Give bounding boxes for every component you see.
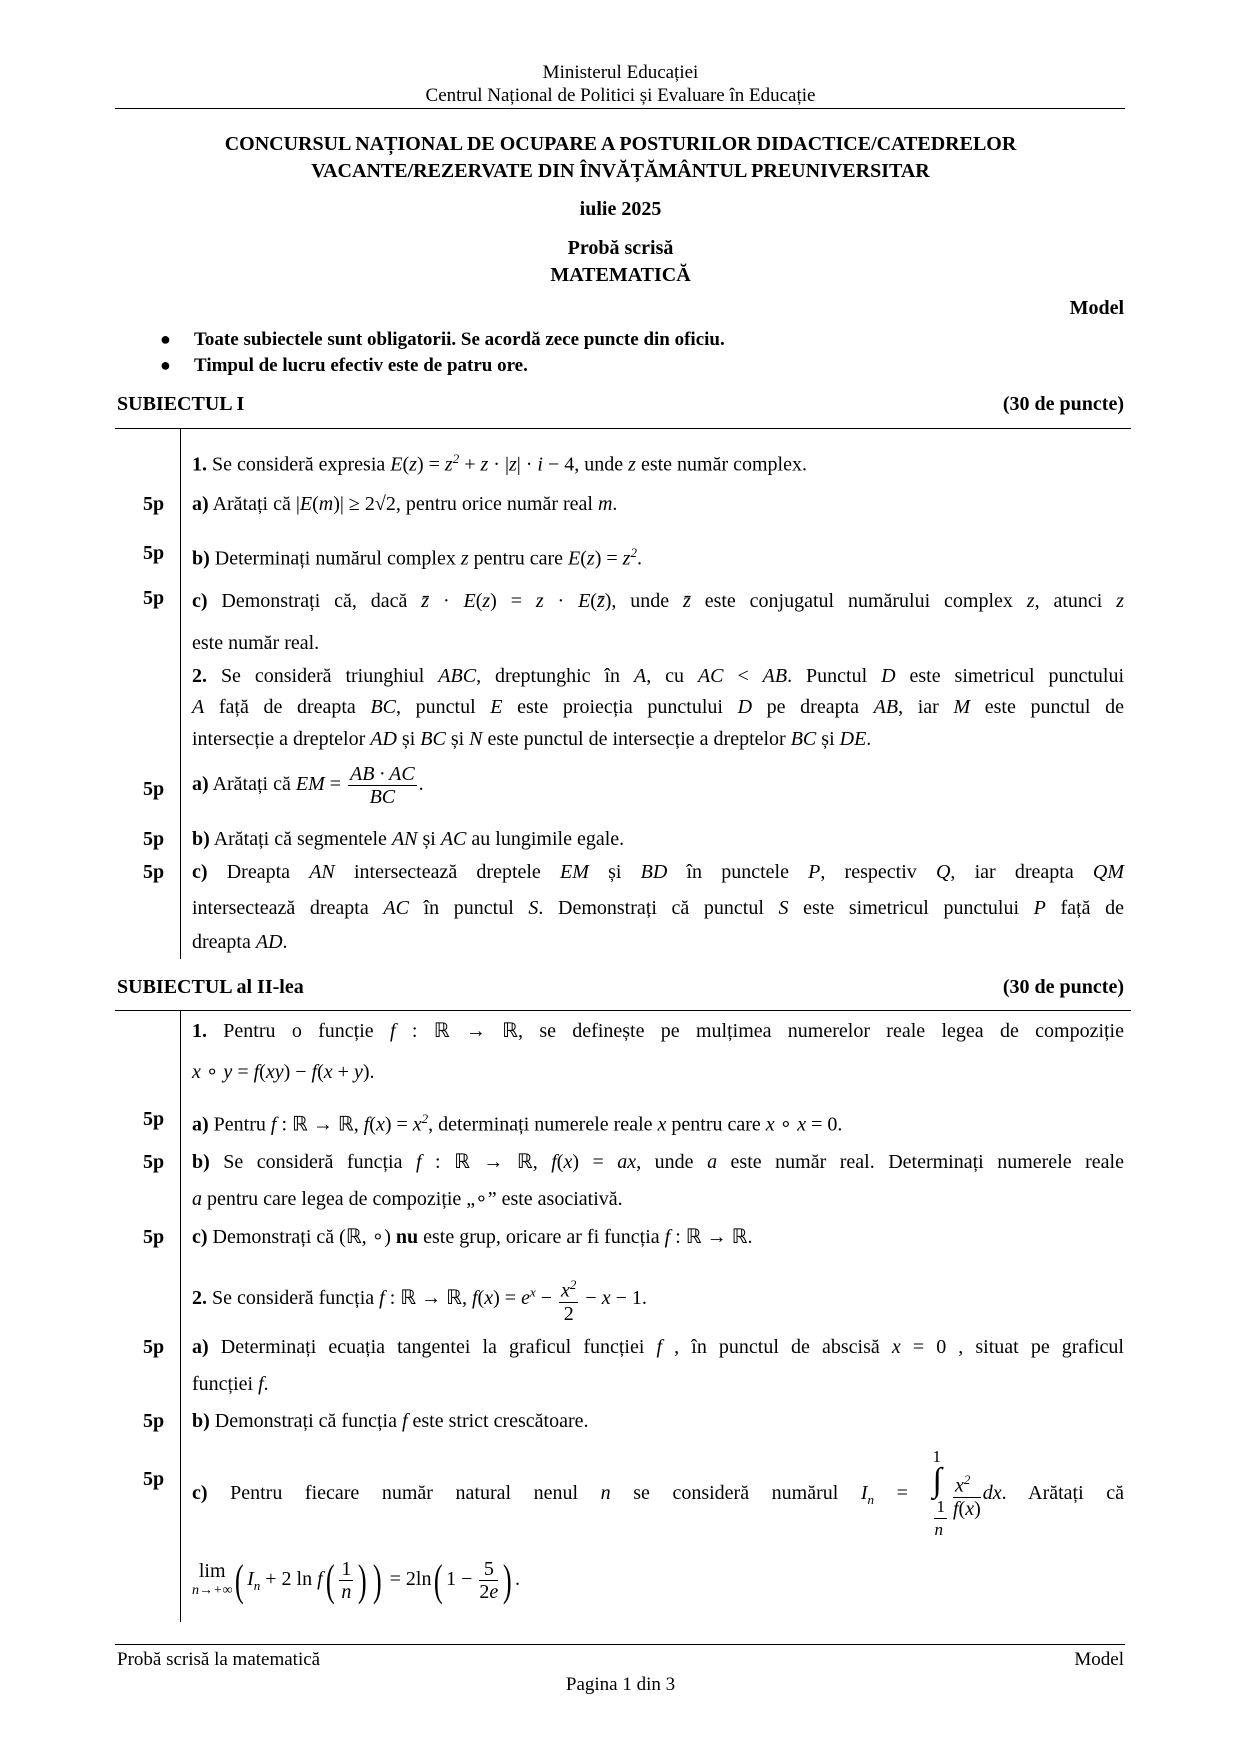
fraction [934, 1496, 947, 1541]
math-symbol: z̄ [683, 590, 691, 612]
math-symbol: I [860, 1482, 868, 1505]
problem-2-1c: c) Demonstrați că (ℝ, ∘) nu este grup, oricare ar fi funcția f : ℝ → ℝ. [192, 1226, 753, 1248]
bold-text: a) [192, 493, 209, 515]
problem-2-1b: b) Se consideră funcția f : ℝ → ℝ, f(x) = ax, unde a este număr real. Determinați numerele reale [192, 1151, 1124, 1173]
math-symbol: z [1026, 590, 1035, 612]
math-symbol: BD [640, 861, 668, 883]
fraction-denominator [348, 786, 417, 808]
math-symbol: x [765, 1113, 775, 1136]
section-1-title: SUBIECTUL I [117, 393, 245, 415]
math-symbol: D [881, 665, 896, 687]
problem-1-2c-cont: intersectează dreapta AC în punctul S. Demonstrați că punctul S este simetricul punctului P față de [192, 897, 1124, 919]
problem-1-2a: a) Arătați că EM = $\frac{AB \cdot AC}{BC}$ . [192, 763, 424, 808]
score-2-1a: 5p [143, 1108, 165, 1130]
integral-sign-icon: ∫ [932, 1462, 942, 1499]
problem-1-1a: a) Arătați că |E(m)| ≥ 2√2, pentru orice număr real m. [192, 493, 618, 515]
score-1-1c: 5p [143, 587, 165, 609]
math-symbol: f [363, 1113, 370, 1136]
problem-2-1b-cont: a pentru care legea de compoziție „∘” este asociativă. [192, 1188, 623, 1210]
math-symbol: P [1033, 897, 1046, 919]
instruction-2: Timpul de lucru efectiv este de patru ore. [194, 355, 528, 376]
bold-text: c) [192, 590, 208, 612]
math-symbol: y [353, 1061, 363, 1083]
section-1-divider [115, 428, 1131, 429]
math-symbol: x [954, 1474, 964, 1497]
bold-text: nu [395, 1226, 419, 1248]
math-symbol: ABC [438, 665, 477, 687]
math-symbol: x [484, 1286, 494, 1309]
instruction-1: Toate subiectele sunt obligatorii. Se acordă zece puncte din oficiu. [194, 329, 725, 350]
math-symbol: f [317, 1568, 323, 1591]
score-2-1b: 5p [143, 1151, 165, 1173]
math-symbol: z [480, 453, 489, 476]
problem-1-2b: b) Arătați că segmentele AN și AC au lungimile egale. [192, 828, 625, 850]
fraction [348, 763, 417, 808]
math-symbol: z̄ [421, 590, 430, 612]
problem-2-2c-limit: lim n→+∞ ( $I_n + 2$ ln f( $\frac{1}{n}$ ) ) = 2ln( 1 − $\frac{5}{2e}$ ) . [192, 1555, 520, 1605]
big-parenthesis: ) [372, 1555, 382, 1605]
math-symbol: f [258, 1373, 264, 1395]
section-2-points: (30 de puncte) [1002, 976, 1124, 998]
fraction-denominator [339, 1581, 353, 1603]
big-parenthesis: ( [434, 1555, 444, 1605]
math-symbol: x [965, 1497, 975, 1520]
problem-2-2c: c) Pentru fiecare număr natural nenul n se consideră numărul $I_n$ = 1 ∫ $\frac{1}{n}$ $\frac{x^2}{f(x)}$ dx. Arătați că [192, 1447, 1124, 1539]
math-symbol: z [508, 453, 517, 476]
fraction [479, 1558, 498, 1603]
math-symbol: E [578, 590, 591, 612]
bullet-icon: ● [160, 355, 171, 375]
math-symbol: AB [873, 696, 899, 718]
math-symbol: x [563, 1151, 573, 1173]
score-1-2a: 5p [143, 778, 165, 800]
superscript: 2 [630, 545, 637, 560]
math-symbol: n [934, 1520, 943, 1539]
bold-text: c) [192, 1482, 208, 1505]
limit-subscript: n→+∞ [192, 1582, 233, 1598]
problem-1-1-statement: 1. Se consideră expresia $E(z) = z^2 + z \cdot |z| \cdot i - 4$, unde z este număr complex. [192, 451, 807, 476]
superscript: 2 [452, 451, 460, 466]
math-symbol: z [586, 547, 595, 570]
math-symbol: AN [309, 861, 335, 883]
exam-subject: MATEMATICĂ [550, 264, 691, 286]
math-symbol: f [401, 1410, 408, 1432]
math-symbol: dx [982, 1482, 1002, 1505]
math-symbol: E [490, 696, 503, 718]
math-symbol: xy [265, 1061, 284, 1083]
section-2-divider [115, 1010, 1131, 1011]
problem-2-2b: b) Demonstrați că funcția f este strict crescătoare. [192, 1410, 589, 1432]
problem-2-1a: a) Pentru f : ℝ → ℝ, $f(x) = x^2$, determinați numerele reale x pentru care x ∘ x = 0. [192, 1111, 843, 1136]
math-symbol: x [323, 1061, 333, 1083]
math-symbol: z [622, 547, 631, 570]
math-symbol: Q [935, 861, 951, 883]
fraction [339, 1558, 353, 1603]
subscript: n [253, 1578, 261, 1594]
bold-text: 2. [192, 1286, 207, 1309]
problem-1-2c: c) Dreapta AN intersectează dreptele EM și BD în punctele P, respectiv Q, iar dreapta QM [192, 861, 1125, 883]
title-line-2: VACANTE/REZERVATE DIN ÎNVĂȚĂMÂNTUL PREUNIVERSITAR [311, 160, 930, 182]
bold-text: b) [192, 1410, 210, 1432]
math-symbol: AC [383, 897, 409, 919]
footer-divider [115, 1644, 1125, 1645]
problem-1-1c-cont: este număr real. [192, 632, 320, 654]
problem-1-2c-cont-2: dreapta AD. [192, 931, 288, 953]
score-1-2c: 5p [143, 861, 165, 883]
fraction-numerator [953, 1469, 981, 1498]
math-symbol: z [1116, 590, 1124, 612]
math-symbol: EM [295, 773, 325, 796]
header-divider [115, 108, 1125, 109]
math-symbol: m [597, 493, 613, 515]
integral-lower-limit [932, 1496, 949, 1541]
math-symbol: D [737, 696, 753, 718]
ministry-name: Ministerul Educației [542, 62, 699, 83]
page-number: Pagina 1 din 3 [565, 1674, 676, 1695]
integral-upper-limit: 1 [932, 1447, 941, 1466]
math-symbol: E [390, 453, 403, 476]
problem-2-1-statement-2: x ∘ y = f(xy) − f(x + y). [192, 1061, 375, 1083]
bold-text: b) [192, 828, 210, 850]
math-symbol: AD [255, 931, 283, 953]
math-symbol: z [482, 590, 491, 612]
math-symbol: f [952, 1497, 959, 1520]
bold-text: a) [192, 773, 209, 796]
math-symbol: i [537, 453, 543, 476]
math-symbol: f [311, 1061, 318, 1083]
title-line-1: CONCURSUL NAȚIONAL DE OCUPARE A POSTURILOR DIDACTICE/CATEDRELOR [224, 133, 1017, 155]
limit [192, 1561, 232, 1601]
math-symbol: BC [790, 728, 817, 750]
math-symbol: f [379, 1286, 385, 1309]
math-symbol: e [521, 1286, 530, 1309]
fraction-numerator [559, 1274, 578, 1303]
variant-label: Model [1069, 297, 1124, 319]
math-symbol: f [270, 1113, 277, 1136]
superscript: 2 [421, 1111, 429, 1126]
math-symbol: f [389, 1020, 396, 1042]
fraction-numerator [348, 763, 417, 786]
math-symbol: N [469, 728, 483, 750]
math-symbol: f [551, 1151, 557, 1173]
math-symbol: A [192, 696, 205, 718]
section-1-margin-line [180, 428, 181, 959]
fraction-denominator: 2 [563, 1302, 574, 1325]
bold-text: b) [192, 547, 210, 570]
math-symbol: z [460, 547, 469, 570]
math-symbol: QM [1092, 861, 1125, 883]
math-symbol: x [601, 1286, 611, 1309]
math-symbol: y [223, 1061, 233, 1083]
math-symbol: E [299, 493, 313, 515]
problem-2-2a: a) Determinați ecuația tangentei la graficul funcției f , în punctul de abscisă x = 0 , situat pe graficul [192, 1336, 1124, 1358]
problem-1-1b: b) Determinați numărul complex z pentru care $E(z) = z^2$. [192, 545, 642, 570]
fraction [953, 1469, 981, 1520]
section-1-points: (30 de puncte) [1002, 393, 1124, 415]
math-symbol: a [707, 1151, 718, 1173]
fraction [559, 1274, 578, 1325]
math-symbol: f [656, 1336, 663, 1358]
fraction-numerator: 5 [479, 1558, 498, 1581]
math-symbol: x [797, 1113, 807, 1136]
math-symbol: AB [762, 665, 788, 687]
score-1-1b: 5p [143, 542, 165, 564]
math-symbol: E [463, 590, 476, 612]
math-symbol: DE [839, 728, 867, 750]
fraction-numerator: 1 [934, 1496, 947, 1519]
math-symbol: S [778, 897, 789, 919]
big-parenthesis: ) [503, 1555, 513, 1605]
math-symbol: z̄ [596, 590, 605, 612]
superscript: 2 [963, 1472, 971, 1488]
score-2-2b: 5p [143, 1410, 165, 1432]
math-symbol: z [409, 453, 417, 476]
footer-left: Probă scrisă la matematică [117, 1649, 321, 1670]
math-symbol: E [568, 547, 581, 570]
math-symbol: BC [370, 696, 396, 718]
integral [932, 1448, 949, 1541]
math-symbol: EM [560, 861, 589, 883]
score-2-1c: 5p [143, 1226, 165, 1248]
section-2-title: SUBIECTUL al II-lea [117, 976, 304, 998]
math-symbol: A [633, 665, 647, 687]
math-symbol: x [561, 1279, 570, 1302]
math-symbol: z [535, 590, 544, 612]
section-2-margin-line [180, 1010, 181, 1622]
math-symbol: AN [391, 828, 418, 850]
bold-text: c) [192, 1226, 208, 1248]
math-symbol: f [253, 1061, 260, 1083]
math-symbol: P [808, 861, 821, 883]
math-symbol: I [247, 1568, 254, 1591]
math-symbol: m [318, 493, 334, 515]
big-parenthesis: ( [235, 1555, 245, 1605]
big-parenthesis: ) [358, 1555, 368, 1605]
fraction-denominator [934, 1519, 947, 1541]
math-symbol: z [444, 453, 453, 476]
bold-text: c) [192, 861, 208, 883]
center-name: Centrul Național de Politici și Evaluare în Educație [425, 85, 816, 106]
footer-right: Model [1074, 1649, 1124, 1670]
exam-type: Probă scrisă [567, 237, 674, 259]
math-symbol: ax [617, 1151, 637, 1173]
bold-text: 1. [192, 453, 207, 476]
score-2-2c: 5p [143, 1468, 165, 1490]
math-symbol: x [412, 1113, 422, 1136]
problem-1-2-statement: 2. Se consideră triunghiul ABC, dreptunghic în A, cu AC < AB. Punctul D este simetricul punctului [192, 665, 1124, 687]
math-symbol: a [192, 1188, 202, 1210]
superscript: x [529, 1284, 536, 1300]
score-1-2b: 5p [143, 828, 165, 850]
problem-2-2-statement: 2. Se consideră funcția f : ℝ → ℝ, $f(x) = e^x$ − $\frac{x^2}{2}$ − x − 1. [192, 1274, 1124, 1325]
big-parenthesis: ( [325, 1555, 335, 1605]
math-symbol: x [891, 1336, 901, 1358]
math-symbol: n [341, 1581, 352, 1603]
math-symbol: AC [697, 665, 724, 687]
score-1-1a: 5p [143, 493, 165, 515]
limit-operator: lim [198, 1559, 226, 1582]
bold-text: 1. [192, 1020, 207, 1042]
fraction-denominator: 2e [479, 1581, 499, 1603]
bold-text: a) [192, 1113, 209, 1136]
math-symbol: x [657, 1113, 667, 1136]
exam-date: iulie 2025 [579, 198, 662, 220]
subscript: n [867, 1492, 875, 1508]
math-symbol: AB · AC [350, 763, 415, 785]
problem-1-1c: c) Demonstrați că, dacă z̄ · E(z) = z · E(z̄), unde z̄ este conjugatul numărului complex z, atunci z [192, 590, 1124, 612]
math-symbol: AD [370, 728, 397, 750]
problem-2-1-statement: 1. Pentru o funcție f : ℝ → ℝ, se definește pe mulțimea numerelor reale legea de compoziție [192, 1020, 1124, 1042]
superscript: 2 [569, 1277, 577, 1292]
bold-text: b) [192, 1151, 210, 1173]
problem-1-2-statement-3: intersecție a dreptelor AD și BC și N este punctul de intersecție a dreptelor BC și DE. [192, 728, 872, 750]
math-symbol: z [628, 453, 636, 476]
fraction-denominator: f(x) [952, 1497, 981, 1520]
bullet-icon: ● [160, 329, 171, 349]
math-symbol: BC [420, 728, 446, 750]
score-2-2a: 5p [143, 1336, 165, 1358]
math-symbol: BC [369, 786, 396, 808]
math-symbol: f [471, 1286, 478, 1309]
math-symbol: x [375, 1113, 385, 1136]
problem-2-2a-cont: funcției f. [192, 1373, 269, 1395]
fraction-numerator: 1 [341, 1558, 352, 1580]
math-symbol: AC [440, 828, 467, 850]
math-symbol: S [528, 897, 539, 919]
math-symbol: M [953, 696, 971, 718]
math-symbol: x [192, 1061, 201, 1083]
problem-1-2-statement-2: A față de dreapta BC, punctul E este proiecția punctului D pe dreapta AB, iar M este punctul de [192, 696, 1124, 718]
bold-text: a) [192, 1336, 209, 1358]
bold-text: 2. [192, 665, 207, 687]
math-symbol: f [664, 1226, 671, 1248]
math-symbol: e [489, 1581, 499, 1603]
math-symbol: f [415, 1151, 422, 1173]
math-symbol: n [600, 1482, 611, 1505]
